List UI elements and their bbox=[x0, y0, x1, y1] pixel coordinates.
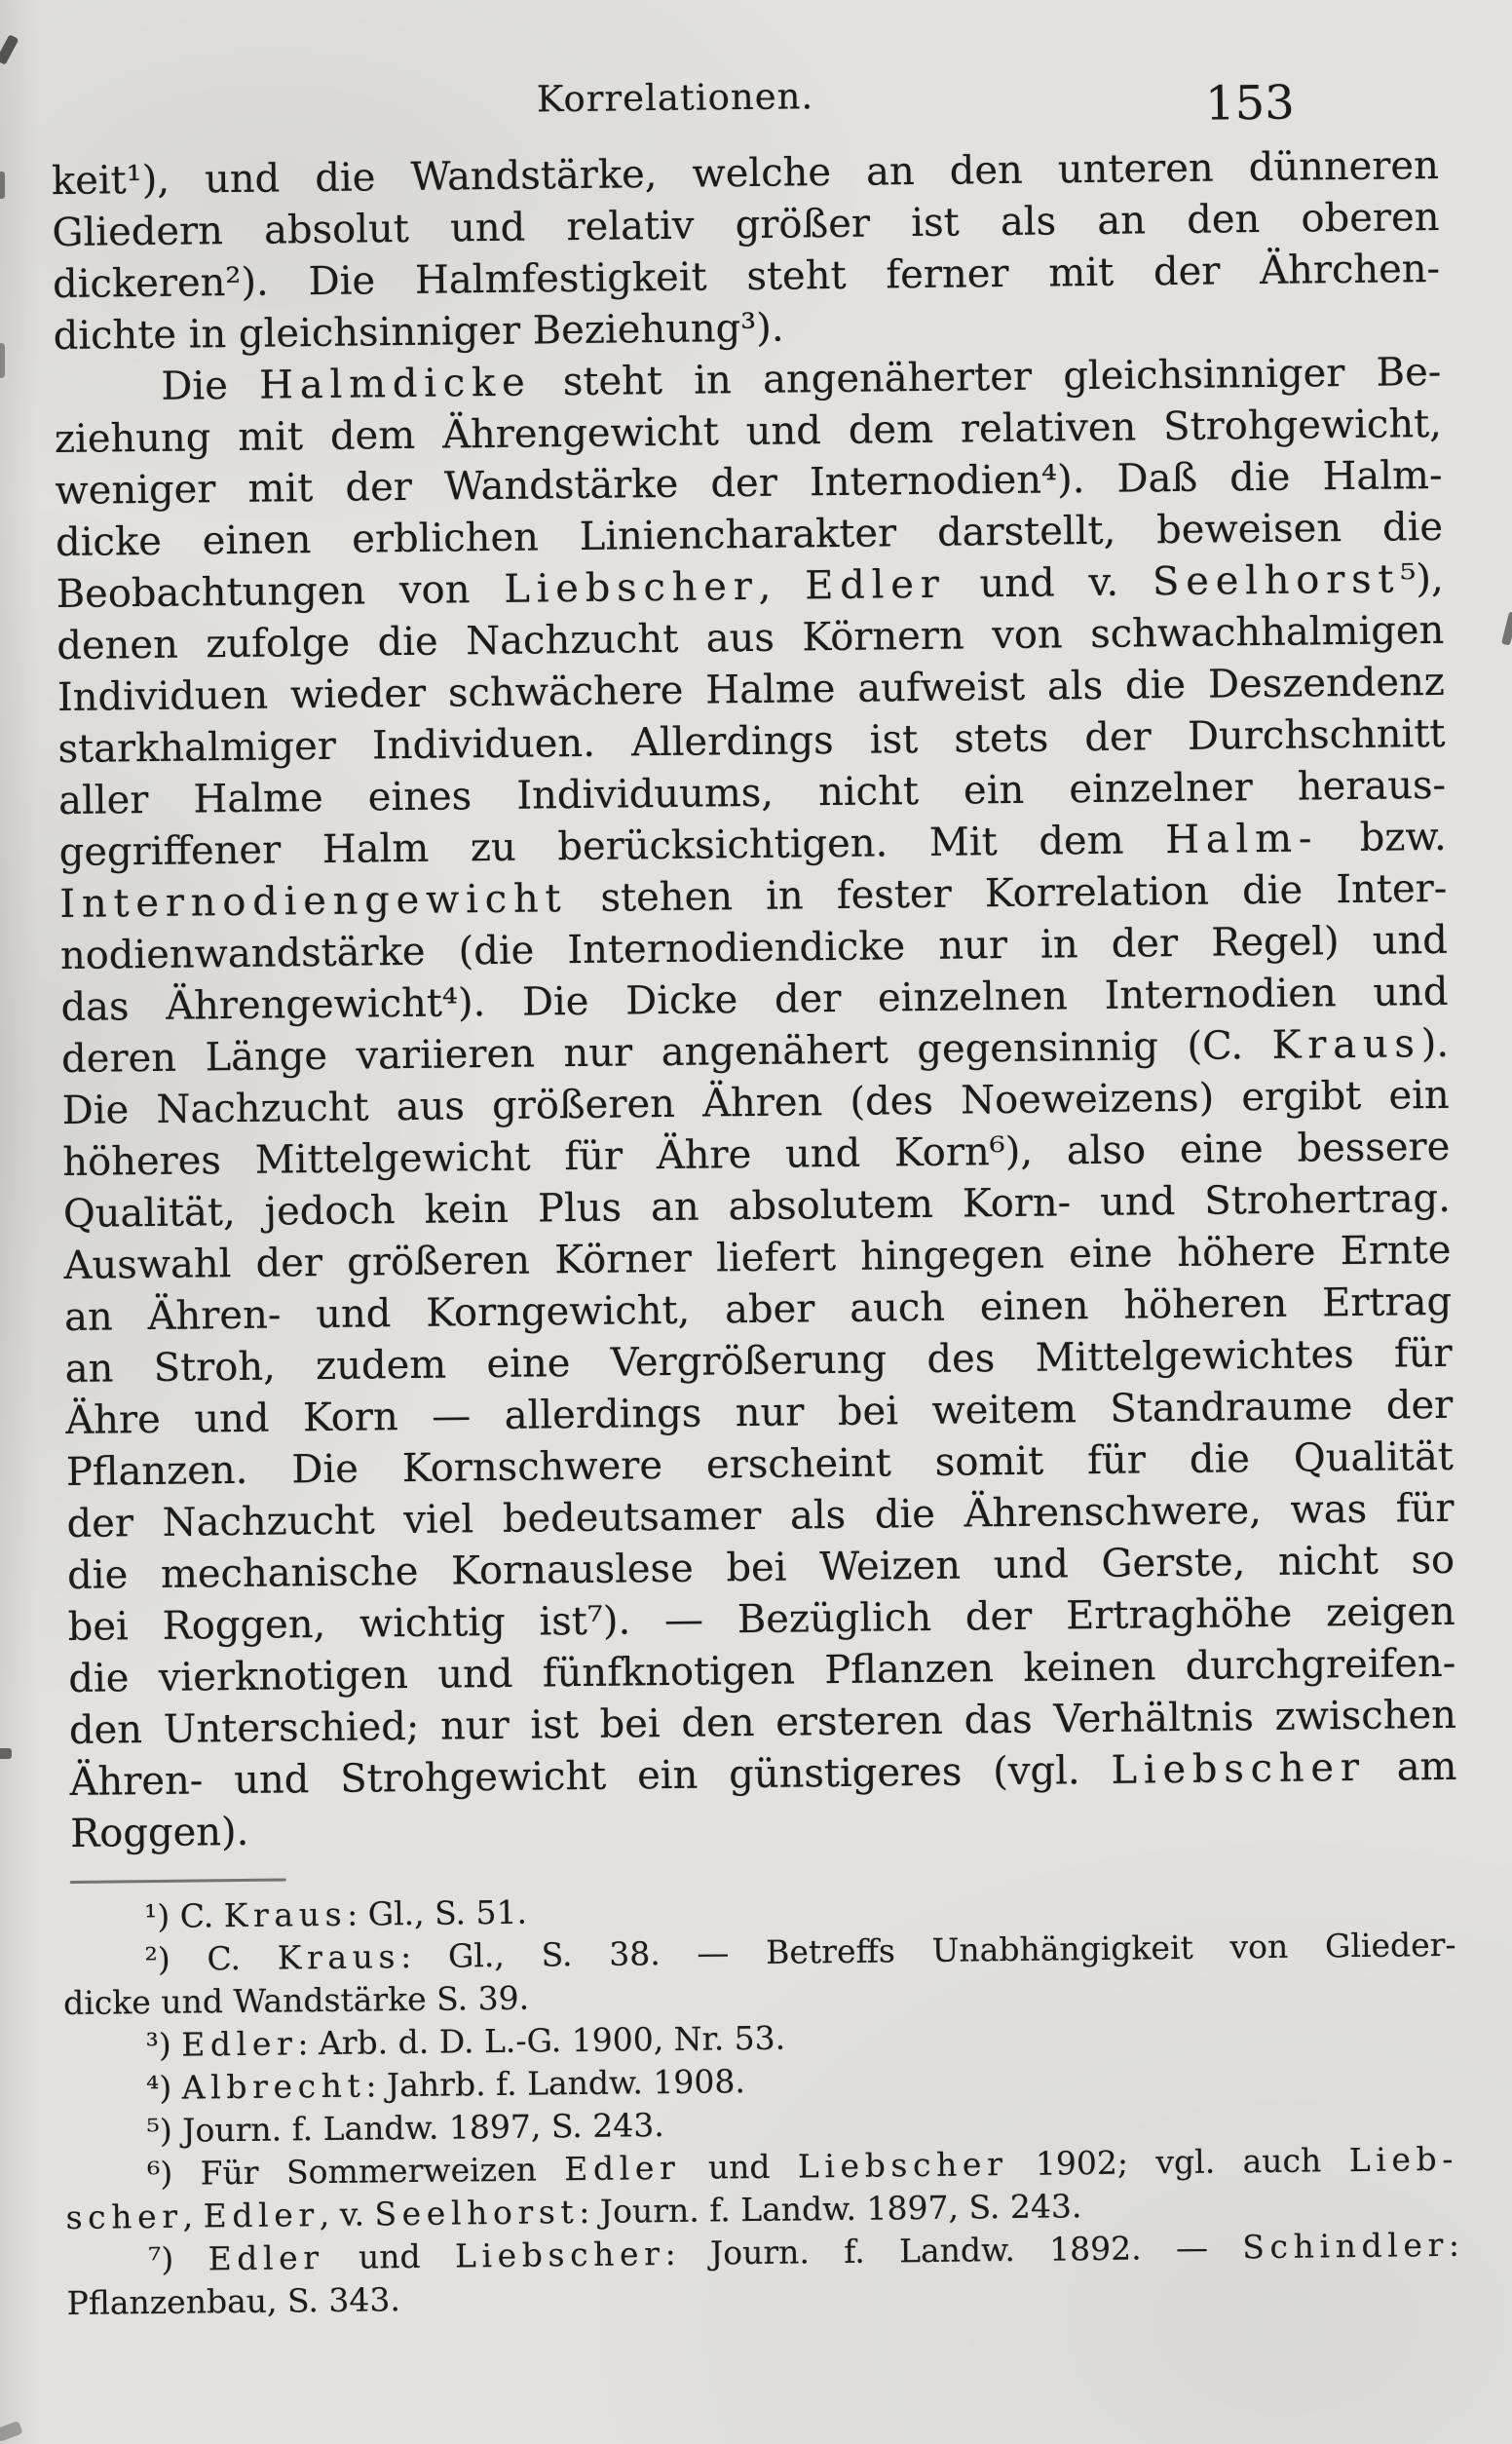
text-line: aller Halme eines Individuums, nicht ein einzelner heraus- bbox=[57, 762, 1447, 824]
text-line: gegriffener Halm zu berücksichtigen. Mit dem Halm- bzw. bbox=[58, 814, 1447, 876]
text-line: dicke einen erblichen Liniencharakter darstellt, beweisen die bbox=[55, 504, 1444, 566]
text-line: Qualität, jedoch kein Plus an absolutem Korn- und Strohertrag. bbox=[62, 1175, 1452, 1237]
page-number: 153 bbox=[1204, 75, 1296, 132]
text-line: der Nachzucht viel bedeutsamer als die Ährenschwere, was für bbox=[66, 1485, 1455, 1547]
body-text bbox=[52, 140, 1458, 1860]
footnote-line: ⁷) Edler und Liebscher: Journ. f. Landw. 1892. — Schindler: bbox=[147, 2225, 1460, 2279]
text-line: höheres Mittelgewicht für Ähre und Korn⁶), also eine bessere bbox=[62, 1124, 1451, 1186]
footnote-line: ⁴) Albrecht: Jahrb. f. Landw. 1908. bbox=[145, 2062, 746, 2108]
text-line: Ähre und Korn — allerdings nur bei weitem Standraume der bbox=[65, 1382, 1454, 1443]
text-line: Internodiengewicht stehen in fester Korrelation die Inter- bbox=[59, 865, 1448, 928]
text-line: bei Roggen, wichtig ist⁷). — Bezüglich der Ertraghöhe zeigen bbox=[67, 1588, 1455, 1650]
text-line: dichte in gleichsinniger Beziehung³). bbox=[53, 305, 784, 360]
footnote-line: ³) Edler: Arb. d. D. L.-G. 1900, Nr. 53. bbox=[145, 2018, 786, 2065]
text-line: das Ährengewicht⁴). Die Dicke der einzelnen Internodien und bbox=[60, 969, 1449, 1031]
text-line: den Unterschied; nur ist bei den ersteren das Verhältnis zwischen bbox=[68, 1692, 1457, 1753]
running-title: Korrelationen. bbox=[536, 75, 814, 121]
text-line: Die Nachzucht aus größeren Ähren (des Noeweizens) ergibt ein bbox=[61, 1072, 1450, 1134]
text-line: deren Länge variieren nur angenähert gegensinnig (C. Kraus). bbox=[60, 1020, 1450, 1083]
footnote-line: ²) C. Kraus: Gl., S. 38. — Betreffs Unabhängigkeit von Glieder- bbox=[144, 1925, 1456, 1979]
text-line: denen zufolge die Nachzucht aus Körnern von schwachhalmigen bbox=[57, 607, 1445, 669]
text-line: keit¹), und die Wandstärke, welche an den unteren dünneren bbox=[51, 142, 1440, 205]
footnotes bbox=[62, 1881, 1460, 2325]
text-line: Ähren- und Strohgewicht ein günstigeres (vgl. Liebscher am bbox=[69, 1743, 1457, 1805]
text-line: die vierknotigen und fünfknotigen Pflanzen keinen durchgreifen- bbox=[68, 1640, 1456, 1701]
footnote-line: ⁶) Für Sommerweizen Edler und Liebscher 1902; vgl. auch Lieb- bbox=[146, 2139, 1459, 2194]
text-line: Pflanzen. Die Kornschwere erscheint somit für die Qualität bbox=[65, 1433, 1455, 1495]
text-line: Auswahl der größeren Körner liefert hingegen eine höhere Ernte bbox=[63, 1227, 1452, 1288]
text-line: Beobachtungen von Liebscher, Edler und v. Seelhorst⁵), bbox=[56, 555, 1444, 618]
footnote-line: scher, Edler, v. Seelhorst: Journ. f. Landw. 1897, S. 243. bbox=[65, 2187, 1082, 2237]
text-line: an Ähren- und Korngewicht, aber auch einen höheren Ertrag bbox=[63, 1279, 1453, 1340]
text-line: weniger mit der Wandstärke der Internodien⁴). Daß die Halm- bbox=[55, 452, 1443, 515]
text-line: nodienwandstärke (die Internodiendicke nur in der Regel) und bbox=[59, 917, 1449, 979]
text-line: Die Halmdicke steht in angenäherter gleichsinniger Be- bbox=[161, 349, 1442, 409]
text-line: dickeren²). Die Halmfestigkeit steht ferner mit der Ährchen- bbox=[52, 246, 1441, 308]
footnote-line: ⁵) Journ. f. Landw. 1897, S. 243. bbox=[146, 2106, 664, 2151]
text-line: die mechanische Kornauslese bei Weizen und Gerste, nicht so bbox=[66, 1537, 1455, 1598]
footnote-line: ¹) C. Kraus: Gl., S. 51. bbox=[143, 1892, 528, 1936]
text-line: Roggen). bbox=[69, 1809, 249, 1856]
text-line: an Stroh, zudem eine Vergrößerung des Mittelgewichtes für bbox=[64, 1330, 1453, 1392]
footnote-separator bbox=[70, 1878, 286, 1884]
text-line: ziehung mit dem Ährengewicht und dem relativen Strohgewicht, bbox=[54, 401, 1443, 463]
text-line: Individuen wieder schwächere Halme aufweist als die Deszendenz bbox=[57, 659, 1446, 721]
footnote-line: dicke und Wandstärke S. 39. bbox=[62, 1978, 530, 2023]
text-line: starkhalmiger Individuen. Allerdings ist stets der Durchschnitt bbox=[57, 710, 1446, 773]
footnote-line: Pflanzenbau, S. 343. bbox=[66, 2280, 401, 2323]
text-line: Gliedern absolut und relativ größer ist als an den oberen bbox=[52, 194, 1440, 256]
